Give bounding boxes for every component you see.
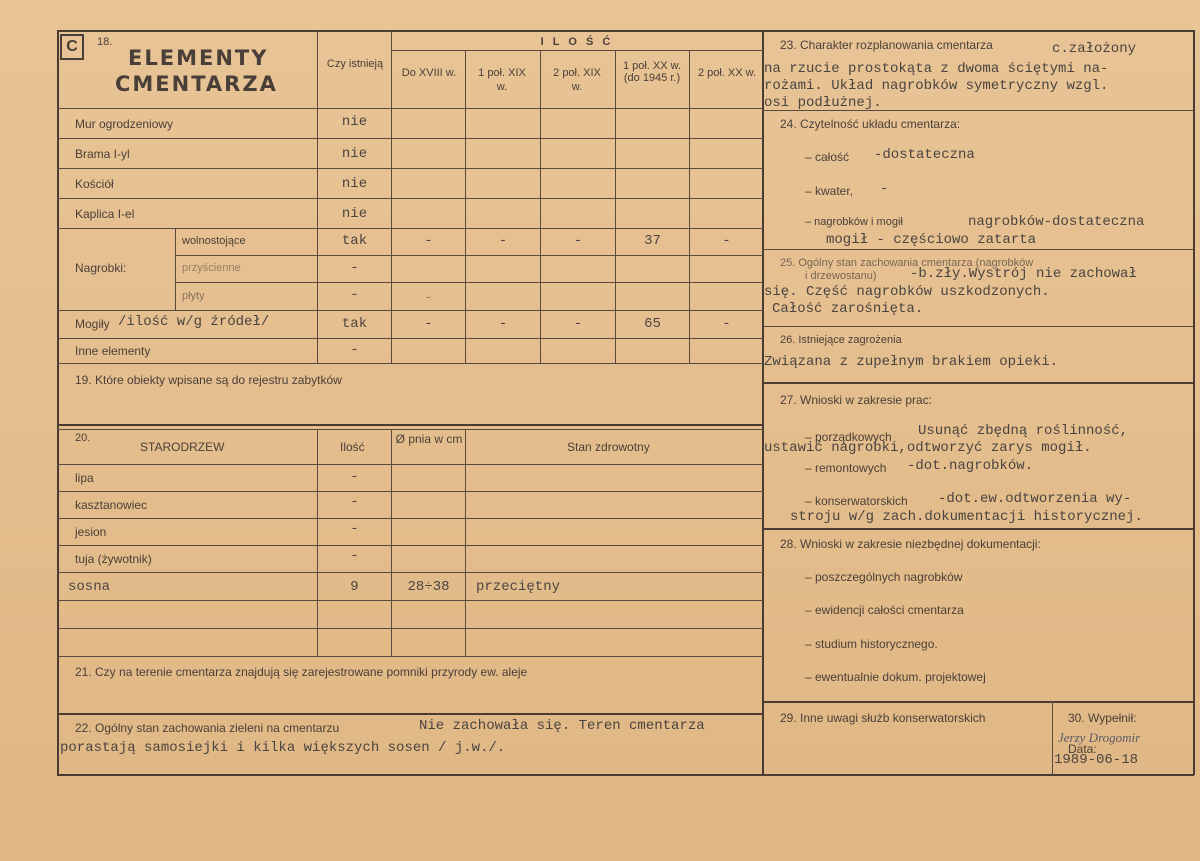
tree-name-1: lipa bbox=[75, 471, 94, 485]
element-exists-kaplica: nie bbox=[341, 206, 368, 222]
s20-header: STARODRZEW bbox=[140, 440, 225, 454]
row-line-9 bbox=[57, 338, 763, 339]
s28-item-2: – ewidencji całości cmentarza bbox=[805, 603, 964, 617]
element-label-kosciol: Kościół bbox=[75, 177, 114, 191]
quantity-sep bbox=[391, 50, 763, 51]
nagrobki-sub-line bbox=[175, 228, 176, 310]
title-line2: CMENTARZA bbox=[115, 72, 278, 96]
s20-row-1 bbox=[57, 464, 763, 465]
s24-bottom bbox=[762, 249, 1194, 250]
s20-row-6 bbox=[57, 600, 763, 601]
s23-text2: na rzucie prostokąta z dwoma ściętymi na- bbox=[764, 61, 1109, 77]
nagrobki-exists-1: tak bbox=[341, 233, 368, 249]
s27-order-label: – porządkowych bbox=[805, 430, 892, 444]
s20-row-8 bbox=[57, 656, 763, 657]
s27-order-text1: Usunąć zbędną roślinność, bbox=[918, 423, 1129, 439]
s27-label: 27. Wnioski w zakresie prac: bbox=[780, 393, 933, 407]
s22-text1: Nie zachowała się. Teren cmentarza bbox=[419, 718, 705, 734]
period-2: 1 poł. XIX w. bbox=[478, 67, 526, 93]
tree-qty-5: 9 bbox=[350, 579, 359, 595]
s20-top bbox=[57, 429, 763, 430]
s29-label: 29. Inne uwagi służb konserwatorskich bbox=[780, 711, 986, 725]
s26-text: Związana z zupełnym brakiem opieki. bbox=[764, 354, 1059, 370]
tree-qty-1: - bbox=[350, 469, 359, 485]
s27-cons-label: – konserwatorskich bbox=[805, 494, 908, 508]
tree-health-5: przeciętny bbox=[476, 579, 561, 595]
inne-exists: - bbox=[350, 342, 359, 358]
s20-row-2 bbox=[57, 491, 763, 492]
tree-qty-2: - bbox=[350, 494, 359, 510]
mogily-q4: 65 bbox=[644, 316, 661, 332]
s27-cons-text2: stroju w/g zach.dokumentacji historycznej. bbox=[790, 509, 1143, 525]
s21-label: 21. Czy na terenie cmentarza znajdują się zarejestrowane pomniki przyrody ew. aleje bbox=[75, 665, 528, 679]
mogily-exists: tak bbox=[341, 316, 368, 332]
s25-label2: i drzewostanu) bbox=[805, 270, 877, 282]
nagrobki-exists-3: - bbox=[350, 287, 359, 303]
s27-bottom bbox=[762, 528, 1194, 530]
element-exists-kosciol: nie bbox=[341, 176, 368, 192]
quantity-header: I L O Ś Ć bbox=[540, 36, 614, 48]
element-label-brama: Brama I-yl bbox=[75, 147, 130, 161]
s20-row-5 bbox=[57, 572, 763, 573]
s20-row-7 bbox=[57, 628, 763, 629]
col-q1-line bbox=[391, 30, 392, 363]
s27-order-text2: ustawić nagrobki,odtworzyć zarys mogił. bbox=[764, 440, 1092, 456]
s28-item-3: – studium historycznego. bbox=[805, 637, 938, 651]
row-line-5 bbox=[57, 228, 763, 229]
s27-renov-text: -dot.nagrobków. bbox=[907, 458, 1034, 474]
col-exists-line bbox=[317, 30, 318, 363]
s24-label: 24. Czytelność układu cmentarza: bbox=[780, 117, 961, 131]
s26-bottom bbox=[762, 382, 1194, 384]
tree-diam-5: 28÷38 bbox=[407, 579, 450, 595]
s24-whole-label: – całość bbox=[805, 150, 850, 164]
row-line-1 bbox=[57, 108, 763, 109]
nagrobki-q1-2: - bbox=[498, 233, 508, 249]
s29-s30-divider bbox=[1052, 701, 1053, 775]
s23-label: 23. Charakter rozplanowania cmentarza bbox=[780, 38, 993, 52]
s20-health-label: Stan zdrowotny bbox=[567, 440, 650, 454]
section-number: 18. bbox=[97, 36, 113, 48]
tree-name-4: tuja (żywotnik) bbox=[75, 552, 152, 566]
s30-date-label: Data: bbox=[1068, 742, 1097, 756]
s23-text4: osi podłużnej. bbox=[764, 95, 882, 111]
element-label-kaplica: Kaplica I-el bbox=[75, 207, 135, 221]
s24-graves-value2: mogił - częściowo zatarta bbox=[826, 232, 1037, 248]
title-line1: ELEMENTY bbox=[128, 46, 269, 70]
s30-signature-name: Jerzy Drogomir bbox=[1058, 730, 1141, 745]
element-exists-brama: nie bbox=[341, 146, 368, 162]
s23-text3: rożami. Układ nagrobków symetryczny wzgl. bbox=[764, 78, 1109, 94]
element-exists-mur: nie bbox=[341, 114, 368, 130]
s27-cons-text1: -dot.ew.odtworzenia wy- bbox=[938, 491, 1132, 507]
period-4: 1 poł. XX w. (do 1945 r.) bbox=[622, 60, 682, 84]
frame-bottom-right bbox=[762, 774, 1194, 776]
frame-top-right bbox=[762, 30, 1194, 32]
s19-label: 19. Które obiekty wpisane są do rejestru zabytków bbox=[75, 373, 342, 387]
nagrobki-q1-3: - bbox=[573, 233, 583, 249]
s30-label: 30. Wypełnił: bbox=[1068, 711, 1137, 725]
nagrobki-q1-5: - bbox=[722, 233, 731, 249]
period-5: 2 poł. XX w. bbox=[697, 67, 757, 79]
mogily-q2: - bbox=[498, 316, 508, 332]
tree-name-3: jesion bbox=[75, 525, 107, 539]
inne-label: Inne elementy bbox=[75, 344, 151, 358]
s23-text1: c.założony bbox=[1052, 41, 1137, 57]
s24-graves-label: – nagrobków i mogił bbox=[805, 216, 903, 228]
frame-left bbox=[57, 30, 59, 775]
s28-item-4: – ewentualnie dokum. projektowej bbox=[805, 670, 986, 684]
frame-top-left bbox=[57, 30, 763, 32]
frame-bottom-left bbox=[57, 774, 763, 776]
section-letter-box: C bbox=[60, 34, 84, 60]
mogily-q1: - bbox=[424, 316, 433, 332]
tree-qty-4: - bbox=[350, 548, 359, 564]
frame-mid bbox=[762, 30, 764, 775]
s20-qty-label: Ilość bbox=[340, 440, 365, 454]
mogily-label: Mogiły bbox=[75, 317, 110, 331]
s24-quarters-value: - bbox=[880, 181, 889, 197]
s21-bottom bbox=[57, 713, 763, 715]
nagrobki-sub-1: wolnostojące bbox=[182, 235, 246, 247]
s28-label: 28. Wnioski w zakresie niezbędnej dokumentacji: bbox=[780, 537, 1041, 551]
nagrobki-q3-1: - bbox=[424, 290, 433, 306]
s24-quarters-label: – kwater, bbox=[805, 184, 854, 198]
s25-text1: -b.zły.Wystrój nie zachował bbox=[910, 266, 1137, 282]
row-line-8 bbox=[57, 310, 763, 311]
s20-diam-label: Ø pnia w cm bbox=[395, 432, 463, 446]
s28-item-1: – poszczególnych nagrobków bbox=[805, 570, 963, 584]
s22-text2: porastają samosiejki i kilka większych sosen / j.w./. bbox=[60, 740, 506, 756]
element-label-mur: Mur ogrodzeniowy bbox=[75, 117, 174, 131]
nagrobki-sub-3: płyty bbox=[182, 290, 205, 302]
nagrobki-label: Nagrobki: bbox=[75, 261, 127, 275]
row-line-2 bbox=[57, 138, 763, 139]
s24-whole-value: -dostateczna bbox=[874, 147, 975, 163]
row-line-7 bbox=[175, 282, 763, 283]
s19-bottom bbox=[57, 424, 763, 426]
s25-label1: 25. Ogólny stan zachowania cmentarza (nagrobków bbox=[780, 257, 1034, 269]
s23-bottom bbox=[762, 110, 1194, 111]
s25-bottom bbox=[762, 326, 1194, 327]
s30-date: 1989-06-18 bbox=[1054, 752, 1139, 768]
row-line-3 bbox=[57, 168, 763, 169]
s25-text2: się. Część nagrobków uszkodzonych. bbox=[764, 284, 1050, 300]
frame-right bbox=[1193, 30, 1195, 775]
exists-header: Czy istnieją bbox=[326, 58, 384, 70]
s28-bottom bbox=[762, 701, 1194, 703]
tree-name-2: kasztanowiec bbox=[75, 498, 148, 512]
s20-row-3 bbox=[57, 518, 763, 519]
tree-name-5: sosna bbox=[68, 579, 111, 595]
s24-graves-value1: nagrobków-dostateczna bbox=[968, 214, 1145, 230]
s25-text3: Całość zarośnięta. bbox=[772, 301, 924, 317]
s22-label: 22. Ogólny stan zachowania zieleni na cmentarzu bbox=[75, 721, 340, 735]
mogily-q5: - bbox=[722, 316, 731, 332]
period-3: 2 poł. XIX w. bbox=[553, 67, 601, 93]
s20-number: 20. bbox=[75, 432, 91, 444]
tree-qty-3: - bbox=[350, 521, 359, 537]
s26-label: 26. Istniejące zagrożenia bbox=[780, 334, 902, 346]
nagrobki-sub-2: przyścienne bbox=[182, 262, 241, 274]
s20-row-4 bbox=[57, 545, 763, 546]
mogily-note: /ilość w/g źródeł/ bbox=[118, 314, 270, 330]
period-1: Do XVIII w. bbox=[401, 67, 457, 79]
s27-renov-label: – remontowych bbox=[805, 461, 887, 475]
nagrobki-q1-4: 37 bbox=[644, 233, 661, 249]
row-line-6 bbox=[175, 255, 763, 256]
nagrobki-exists-2: - bbox=[350, 260, 359, 276]
nagrobki-q1-1: - bbox=[424, 233, 433, 249]
row-line-10 bbox=[57, 363, 763, 364]
row-line-4 bbox=[57, 198, 763, 199]
mogily-q3: - bbox=[573, 316, 583, 332]
